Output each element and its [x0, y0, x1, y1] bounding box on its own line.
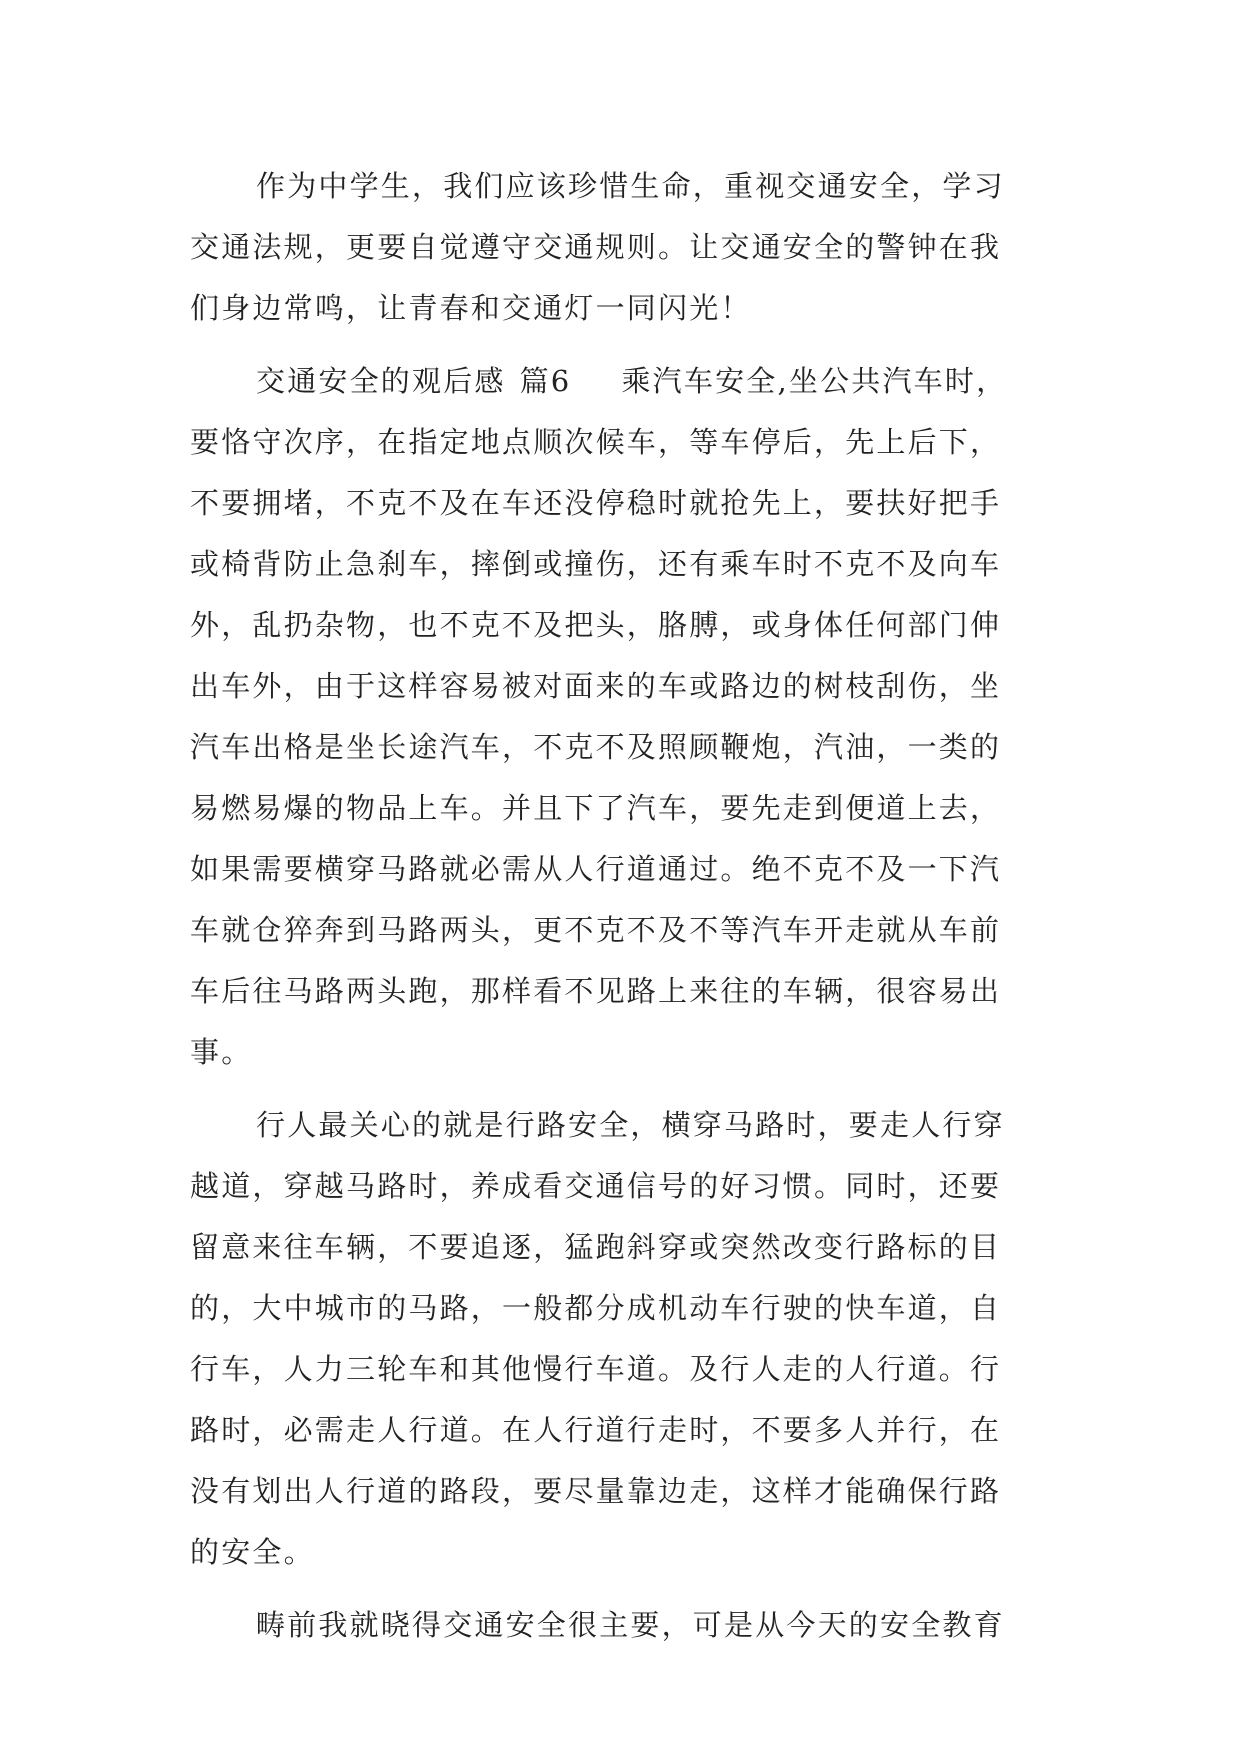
- text-line: 行人最关心的就是行路安全，横穿马路时，要走人行穿: [256, 1108, 1005, 1142]
- text-line: 车就仓猝奔到马路两头，更不克不及不等汽车开走就从车前: [190, 913, 1002, 947]
- document-body: [190, 156, 1060, 1656]
- text-line: 留意来往车辆，不要追逐，猛跑斜穿或突然改变行路标的目: [190, 1230, 1002, 1264]
- text-line: 们身边常鸣，让青春和交通灯一同闪光！: [190, 291, 752, 325]
- text-line: 要恪守次序，在指定地点顺次候车，等车停后，先上后下，: [190, 425, 1002, 459]
- paragraph-1: [190, 156, 1060, 339]
- text-line: 车后往马路两头跑，那样看不见路上来往的车辆，很容易出: [190, 974, 1002, 1008]
- text-line: 越道，穿越马路时，养成看交通信号的好习惯。同时，还要: [190, 1169, 1002, 1203]
- text-line: 事。: [190, 1035, 253, 1069]
- paragraph-2: [190, 351, 1060, 1083]
- text-line: 交通法规，更要自觉遵守交通规则。让交通安全的警钟在我: [190, 230, 1002, 264]
- section-heading: 交通安全的观后感: [256, 364, 506, 398]
- text-line: 出车外，由于这样容易被对面来的车或路边的树枝刮伤，坐: [190, 669, 1002, 703]
- text-line: 易燃易爆的物品上车。并且下了汽车，要先走到便道上去，: [190, 791, 1002, 825]
- text-line: 不要拥堵，不克不及在车还没停稳时就抢先上，要扶好把手: [190, 486, 1002, 520]
- paragraph-3: [190, 1095, 1060, 1583]
- text-line: 没有划出人行道的路段，要尽量靠边走，这样才能确保行路: [190, 1474, 1002, 1508]
- text-line: 外，乱扔杂物，也不克不及把头，胳膊，或身体任何部门伸: [190, 608, 1002, 642]
- text-line: 的安全。: [190, 1535, 315, 1569]
- text-line: 汽车出格是坐长途汽车，不克不及照顾鞭炮，汽油，一类的: [190, 730, 1002, 764]
- text-line: 作为中学生，我们应该珍惜生命，重视交通安全，学习: [256, 169, 1005, 203]
- text-line: 畴前我就晓得交通安全很主要，可是从今天的安全教育: [256, 1608, 1005, 1642]
- text-line: 行车，人力三轮车和其他慢行车道。及行人走的人行道。行: [190, 1352, 1002, 1386]
- text-line: 或椅背防止急刹车，摔倒或撞伤，还有乘车时不克不及向车: [190, 547, 1002, 581]
- section-number: 篇6: [519, 364, 572, 398]
- section-heading-line: [190, 351, 1060, 412]
- text-line: 如果需要横穿马路就必需从人行道通过。绝不克不及一下汽: [190, 852, 1002, 886]
- text-line: 的，大中城市的马路，一般都分成机动车行驶的快车道，自: [190, 1291, 1002, 1325]
- paragraph-4: [190, 1595, 1060, 1656]
- text-line: 路时，必需走人行道。在人行道行走时，不要多人并行，在: [190, 1413, 1002, 1447]
- text-line: 乘汽车安全,坐公共汽车时，: [621, 364, 1008, 398]
